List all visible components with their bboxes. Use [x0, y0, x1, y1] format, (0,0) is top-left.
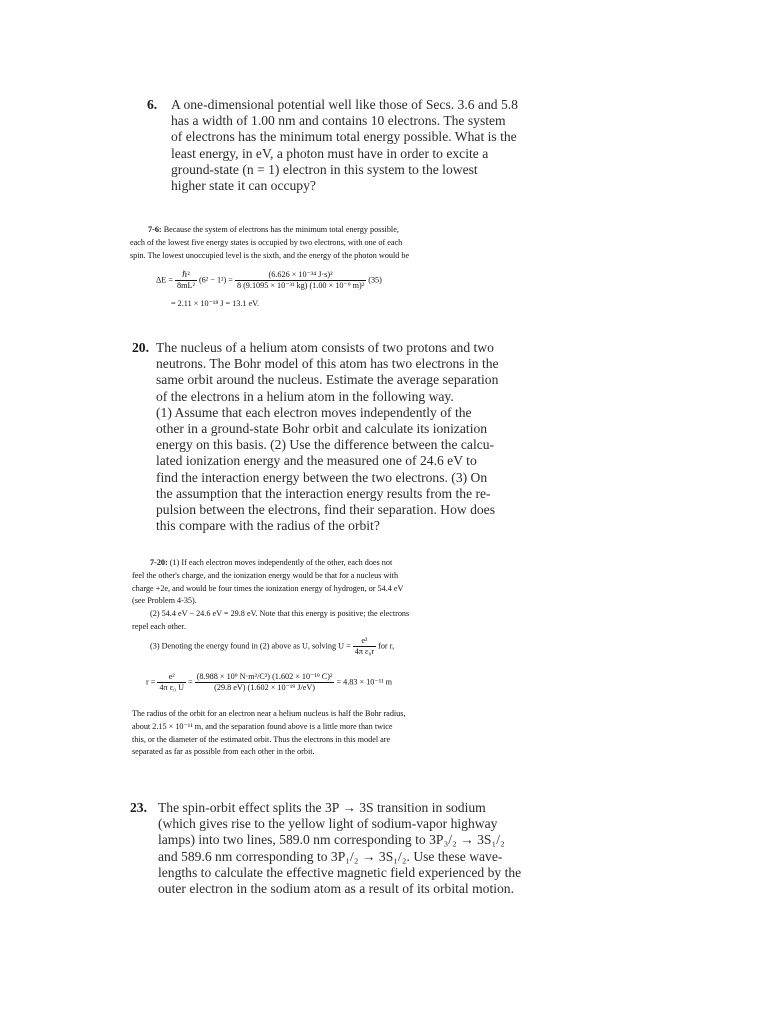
problem-number: 23. [130, 800, 147, 815]
equation-u-def [150, 636, 394, 657]
eq-factor: (6² − 1²) = [198, 275, 233, 285]
eq-lhs: r = [146, 677, 156, 687]
problem-line: A one-dimensional potential well like those of Secs. 3.6 and 5.8 [171, 97, 518, 112]
problem-line: and 589.6 nm corresponding to 3P₁/₂ → 3S₁/₂. Use these wave- [158, 848, 503, 864]
eq-denominator: 4π ε₀ U [159, 683, 184, 692]
eq-denominator: (29.8 eV) (1.602 × 10⁻¹⁹ J/eV) [214, 683, 316, 692]
problem-line: (which gives rise to the yellow light of sodium-vapor highway [158, 816, 498, 832]
problem-line: outer electron in the sodium atom as a result of its orbital motion. [158, 881, 515, 897]
solution-line: The radius of the orbit for an electron near a helium nucleus is half the Bohr radius, [132, 709, 406, 718]
solution-line: (1) If each electron moves independently of the other, each does not [169, 558, 393, 567]
problem-line: The spin-orbit effect splits the 3P → 3S transition in sodium [158, 800, 486, 815]
problem-line: other in a ground-state Bohr orbit and calculate its ionization [156, 421, 488, 437]
problem-20 [132, 340, 552, 534]
problem-number: 20. [132, 340, 149, 355]
eq-denominator: 8 (9.1095 × 10⁻³¹ kg) (1.00 × 10⁻⁹ m)² [236, 281, 365, 290]
eq-result: = 4.83 × 10⁻¹¹ m [336, 677, 393, 687]
solution-line: (3) Denoting the energy found in (2) above as U, solving U = [150, 641, 351, 651]
solution-line: separated as far as possible from each other in the orbit. [132, 747, 315, 757]
eq-result: = 2.11 × 10⁻¹⁸ J = 13.1 eV. [171, 299, 260, 308]
eq-fraction [195, 672, 335, 693]
problem-line: least energy, in eV, a photon must have in order to excite a [171, 145, 489, 161]
problem-line: lamps) into two lines, 589.0 nm corresponding to 3P₃/₂ → 3S₁/₂ [158, 832, 505, 848]
problem-line: of electrons has the minimum total energy possible. What is the [171, 129, 517, 145]
eq-numerator: (8.988 × 10⁹ N·m²/C²) (1.602 × 10⁻¹⁹ C)² [196, 672, 333, 681]
problem-line: has a width of 1.00 nm and contains 10 electrons. The system [171, 113, 506, 129]
problem-line: higher state it can occupy? [171, 178, 316, 194]
problem-line: ground-state (n = 1) electron in this system to the lowest [171, 161, 478, 177]
problem-line: The nucleus of a helium atom consists of two protons and two [156, 340, 494, 355]
solution-line: Because the system of electrons has the minimum total energy possible, [163, 225, 399, 234]
problem-23 [130, 800, 560, 897]
equation-delta-e [156, 270, 382, 291]
solution-tag: 7-6: [148, 225, 162, 234]
eq-tail: for r, [378, 641, 395, 651]
problem-6 [147, 97, 567, 194]
solution-line: about 2.15 × 10⁻¹¹ m, and the separation found above is a little more than twice [132, 721, 393, 731]
eq-fraction [235, 270, 366, 291]
equation-result [171, 298, 259, 308]
eq-lhs: ΔE = [156, 275, 173, 285]
problem-line: neutrons. The Bohr model of this atom has two electrons in the [156, 356, 499, 372]
solution-line: repel each other. [132, 621, 186, 631]
problem-line: the assumption that the interaction energy results from the re- [156, 485, 491, 501]
eq-numerator: (6.626 × 10⁻³⁴ J·s)² [235, 270, 366, 281]
eq-numerator: ℏ² [175, 270, 197, 281]
problem-line: same orbit around the nucleus. Estimate the average separation [156, 372, 499, 388]
eq-denominator: 4π ε₀r [354, 647, 375, 656]
eq-equals: = [188, 677, 193, 687]
problem-line: energy on this basis. (2) Use the difference between the calcu- [156, 437, 495, 453]
problem-line: lated ionization energy and the measured one of 24.6 eV to [156, 453, 477, 469]
problem-line: this compare with the radius of the orbit? [156, 518, 380, 534]
eq-denominator: 8mL² [176, 281, 195, 290]
solution-7-6 [130, 224, 470, 262]
problem-line: of the electrons in a helium atom in the following way. [156, 388, 454, 404]
equation-r [146, 672, 392, 693]
eq-numerator: e² [157, 672, 186, 683]
solution-line: this, or the diameter of the estimated orbit. Thus the electrons in this model are [132, 734, 391, 744]
solution-7-20 [132, 557, 472, 634]
solution-line: charge +2e, and would be four times the ionization energy of hydrogen, or 54.4 eV [132, 583, 404, 593]
eq-numerator: e² [353, 636, 376, 647]
solution-line: feel the other's charge, and the ionization energy would be that for a nucleus with [132, 570, 399, 580]
problem-line: find the interaction energy between the two electrons. (3) On [156, 469, 488, 485]
problem-line: pulsion between the electrons, find their separation. How does [156, 502, 495, 518]
eq-fraction [157, 672, 186, 693]
eq-fraction [353, 636, 376, 657]
solution-tag: 7-20: [150, 558, 168, 567]
eq-fraction [175, 270, 197, 291]
solution-line: each of the lowest five energy states is occupied by two electrons, with one of each [130, 237, 403, 247]
solution-line: (see Problem 4-35). [132, 596, 197, 606]
solution-7-20-closing [132, 708, 472, 759]
solution-line: spin. The lowest unoccupied level is the sixth, and the energy of the photon would be [130, 250, 410, 260]
problem-line: lengths to calculate the effective magnetic field experienced by the [158, 864, 522, 880]
solution-line: (2) 54.4 eV − 24.6 eV = 29.8 eV. Note that this energy is positive; the electrons [150, 609, 410, 619]
problem-line: (1) Assume that each electron moves independently of the [156, 404, 472, 420]
eq-multiplier: (35) [368, 275, 382, 285]
problem-number: 6. [147, 97, 158, 112]
